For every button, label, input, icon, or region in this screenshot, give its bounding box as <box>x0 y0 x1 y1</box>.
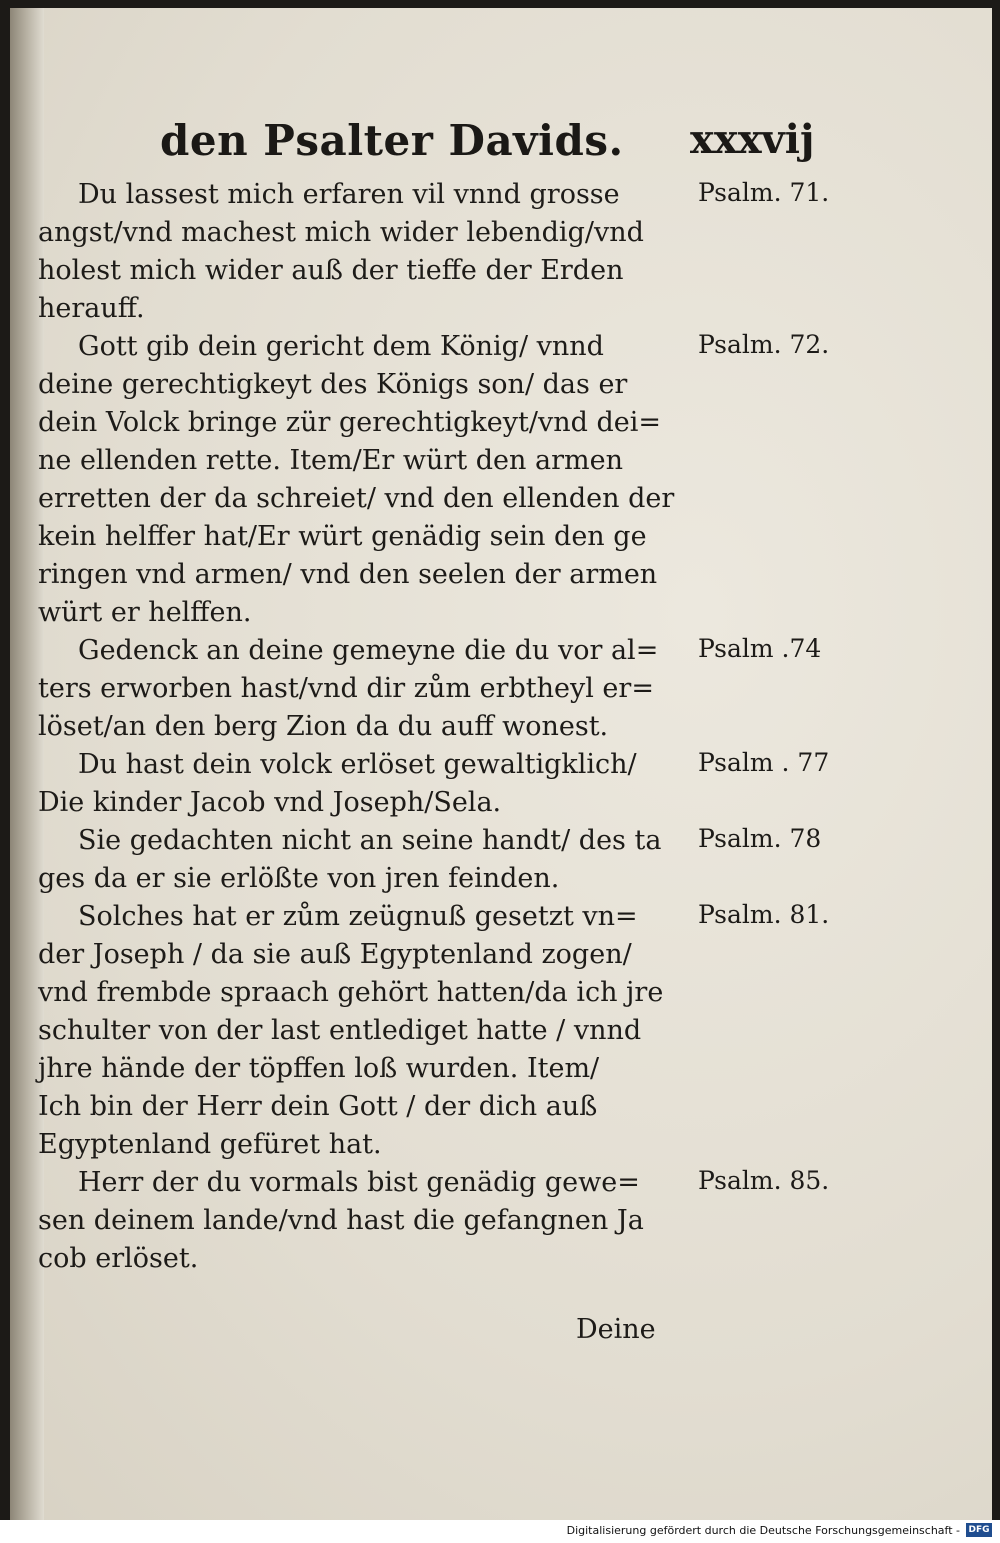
text-line: sen deinem lande/vnd hast die gefangnen Ja <box>38 1205 644 1236</box>
running-title: den Psalter Davids. <box>160 116 624 165</box>
psalm-reference: Psalm. 71. <box>698 178 830 207</box>
text-line: ne ellenden rette. Item/Er würt den armen <box>38 445 623 476</box>
text-line: Solches hat er zům zeügnuß gesetzt vn= <box>78 901 638 932</box>
text-line: Gott gib dein gericht dem König/ vnnd <box>78 331 604 362</box>
text-line: herauff. <box>38 293 145 324</box>
text-line: Du hast dein volck erlöset gewaltigklich/ <box>78 749 637 780</box>
text-line: löset/an den berg Zion da du auff wonest. <box>38 711 609 742</box>
text-line: Ich bin der Herr dein Gott / der dich auß <box>38 1091 598 1122</box>
psalm-reference: Psalm .74 <box>698 634 822 663</box>
psalm-reference: Psalm. 72. <box>698 330 830 359</box>
text-line: der Joseph / da sie auß Egyptenland zogen/ <box>38 939 632 970</box>
running-header <box>160 116 840 172</box>
text-line: erretten der da schreiet/ vnd den ellenden der <box>38 483 675 514</box>
text-line: cob erlöset. <box>38 1243 199 1274</box>
paragraph <box>38 1164 688 1278</box>
text-line: dein Volck bringe zür gerechtigkeyt/vnd dei= <box>38 407 662 438</box>
text-line: kein helffer hat/Er würt genädig sein den ge <box>38 521 647 552</box>
psalm-reference: Psalm. 85. <box>698 1166 830 1195</box>
text-line: Herr der du vormals bist genädig gewe= <box>78 1167 640 1198</box>
text-line: Egyptenland gefüret hat. <box>38 1129 382 1160</box>
paragraph <box>38 328 688 632</box>
text-line: vnd frembde spraach gehört hatten/da ich jre <box>38 977 664 1008</box>
paragraph <box>38 632 688 746</box>
paragraph <box>38 822 688 898</box>
text-line: würt er helffen. <box>38 597 252 628</box>
psalm-reference: Psalm . 77 <box>698 748 830 777</box>
dfg-logo: DFG <box>966 1523 992 1537</box>
text-line: angst/vnd machest mich wider lebendig/vnd <box>38 217 644 248</box>
psalm-reference: Psalm. 81. <box>698 900 830 929</box>
text-line: jhre hände der töpffen loß wurden. Item/ <box>38 1053 600 1084</box>
text-line: holest mich wider auß der tieffe der Erden <box>38 255 624 286</box>
text-line: Gedenck an deine gemeyne die du vor al= <box>78 635 659 666</box>
psalm-reference: Psalm. 78 <box>698 824 822 853</box>
text-line: schulter von der last entlediget hatte / vnnd <box>38 1015 642 1046</box>
text-line: Die kinder Jacob vnd Joseph/Sela. <box>38 787 502 818</box>
text-line: deine gerechtigkeyt des Königs son/ das er <box>38 369 628 400</box>
paragraph <box>38 746 688 822</box>
text-line: Du lassest mich erfaren vil vnnd grosse <box>78 179 620 210</box>
folio-number: xxxvij <box>690 116 815 163</box>
paragraph <box>38 176 688 328</box>
footer-credit: Digitalisierung gefördert durch die Deutsche Forschungsgemeinschaft - <box>566 1524 960 1537</box>
scanned-page <box>10 8 992 1520</box>
text-line: ges da er sie erlößte von jren feinden. <box>38 863 560 894</box>
paragraph <box>38 898 688 1164</box>
text-line: ringen vnd armen/ vnd den seelen der armen <box>38 559 658 590</box>
main-text-block <box>38 176 688 1278</box>
catchword: Deine <box>576 1314 656 1345</box>
text-line: Sie gedachten nicht an seine handt/ des ta <box>78 825 662 856</box>
text-line: ters erworben hast/vnd dir zům erbtheyl er= <box>38 673 654 704</box>
